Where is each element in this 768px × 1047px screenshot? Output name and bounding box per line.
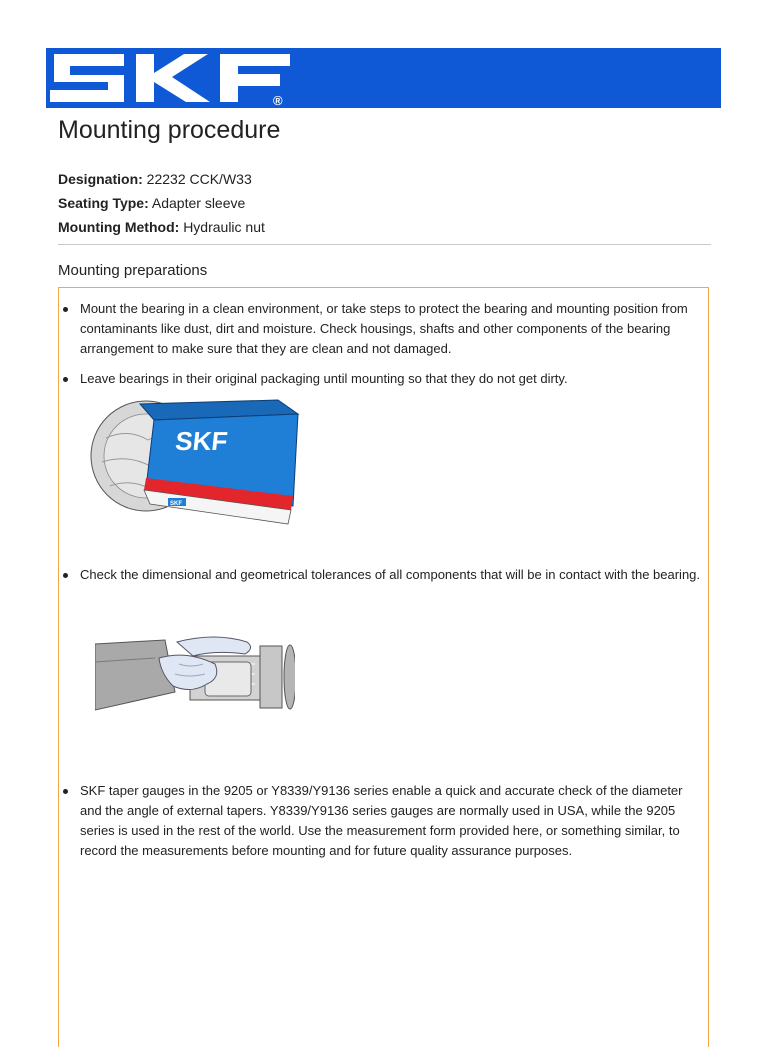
page-title: Mounting procedure (58, 116, 281, 144)
list-item-text: SKF taper gauges in the 9205 or Y8339/Y9136 series enable a quick and accurate check of the diameter and the angle of external tapers. Y8339/Y9136 series gauges are normally used in USA, while the 9205 series is used in the rest of the world. Use the measurement form provided here, or something similar, to record the measurements before mounting and for future quality assurance purposes. (80, 783, 683, 858)
designation-value: 22232 CCK/W33 (146, 171, 252, 187)
list-item-text: Check the dimensional and geometrical tolerances of all components that will be in contact with the bearing. (80, 567, 701, 582)
mounting-method-value: Hydraulic nut (183, 219, 265, 235)
divider (58, 244, 711, 245)
mounting-method-row (58, 219, 265, 235)
mounting-method-label: Mounting Method: (58, 219, 180, 235)
package-small-label-text: SKF (170, 501, 182, 507)
list-item (80, 781, 700, 861)
bullet-dot (63, 789, 68, 794)
skf-logo (46, 48, 306, 108)
package-logo-text: SKF (173, 426, 230, 456)
designation-label: Designation: (58, 171, 143, 187)
bullet-dot (63, 307, 68, 312)
list-item (80, 369, 700, 389)
list-item-text: Mount the bearing in a clean environment, or take steps to protect the bearing and mounting position from contaminants like dust, dirt and moisture. Check housings, shafts and other components of the bearing arrangement to make sure that they are clean and not damaged. (80, 301, 688, 356)
seating-type-row (58, 195, 245, 211)
bullet-dot (63, 573, 68, 578)
registered-mark: ® (273, 93, 283, 108)
shaft-tolerance-illustration (95, 634, 295, 712)
list-item (80, 565, 700, 585)
bearing-package-illustration (88, 398, 303, 528)
list-item (80, 299, 700, 359)
brand-banner (46, 48, 721, 108)
section-title: Mounting preparations (58, 262, 208, 279)
list-item-text: Leave bearings in their original packaging until mounting so that they do not get dirty. (80, 371, 568, 386)
seating-type-label: Seating Type: (58, 195, 149, 211)
seating-type-value: Adapter sleeve (151, 195, 246, 211)
designation-row (58, 171, 252, 187)
bullet-dot (63, 377, 68, 382)
